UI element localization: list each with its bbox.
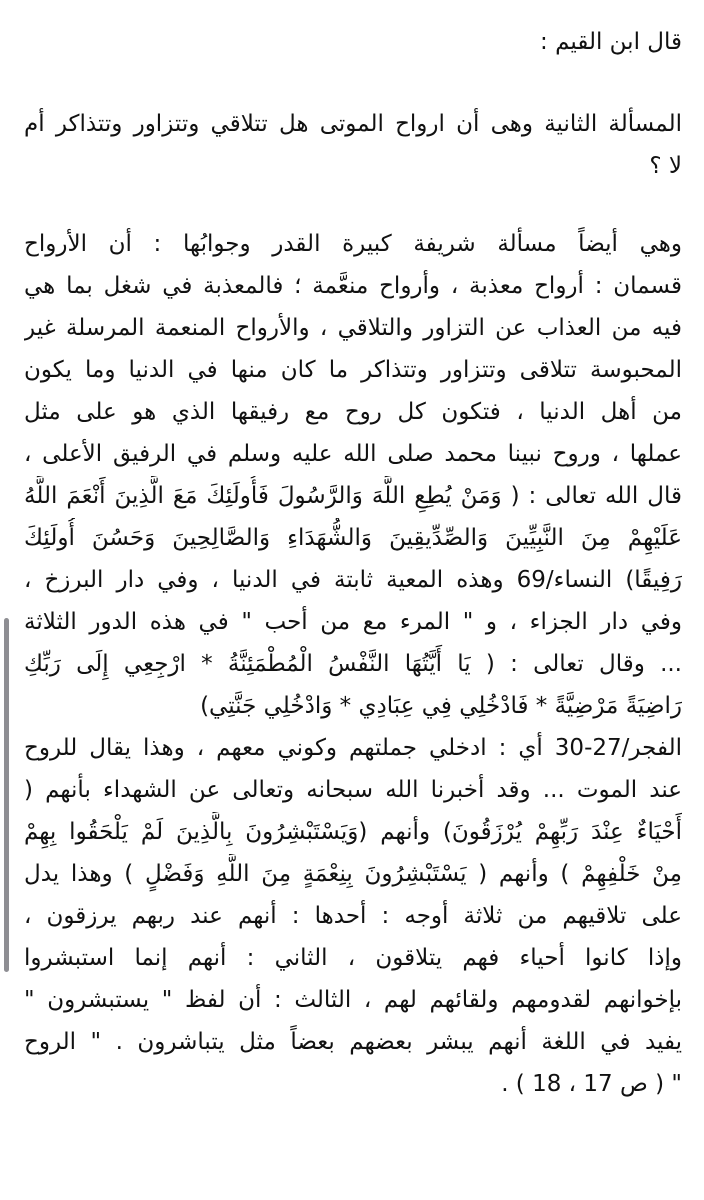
text-line: وإذا كانوا أحياء فهم يتلاقون ، الثاني : أنهم إنما استبشروا: [24, 945, 682, 971]
text-line: عملها ، وروح نبينا محمد صلى الله عليه وسلم في الرفيق الأعلى ،: [24, 441, 682, 467]
text-line: رَاضِيَةً مَرْضِيَّةً * فَادْخُلِي فِي عِبَادِي * وَادْخُلِي جَنَّتِي): [200, 693, 682, 719]
text-line: ... وقال تعالى : ( يَا أَيَّتُهَا النَّفْسُ الْمُطْمَئِنَّةُ * ارْجِعِي إِلَى رَبِّكِ: [24, 651, 682, 677]
scroll-indicator[interactable]: [4, 618, 9, 972]
text-line: المسألة الثانية وهى أن ارواح الموتى هل تتلاقي وتتزاور وتتذاكر أم: [24, 111, 682, 137]
text-line: رَفِيقًا) النساء/69 وهذه المعية ثابتة في الدنيا ، وفي دار البرزخ ،: [24, 567, 682, 593]
text-line-heading: قال ابن القيم :: [540, 29, 682, 55]
text-line: المحبوسة تتلاقى وتتزاور وتتذاكر ما كان منها في الدنيا وما يكون: [24, 357, 682, 383]
text-line: يفيد في اللغة أنهم يبشر بعضهم بعضاً مثل يتباشرون . " الروح: [24, 1029, 682, 1055]
text-line: أَحْيَاءٌ عِنْدَ رَبِّهِمْ يُرْزَقُونَ) وأنهم (وَيَسْتَبْشِرُونَ بِالَّذِينَ لَمْ يَلْحَقُوا بِهِمْ: [24, 819, 682, 845]
text-line: من أهل الدنيا ، فتكون كل روح مع رفيقها الذي هو على مثل: [24, 399, 682, 425]
text-line: عَلَيْهِمْ مِنَ النَّبِيِّينَ وَالصِّدِّيقِينَ وَالشُّهَدَاءِ وَالصَّالِحِينَ وَحَسُنَ أُولَئِكَ: [24, 525, 682, 551]
text-line: مِنْ خَلْفِهِمْ ) وأنهم ( يَسْتَبْشِرُونَ بِنِعْمَةٍ مِنَ اللَّهِ وَفَضْلٍ ) وهذا يدل: [24, 861, 682, 887]
text-line: وفي دار الجزاء ، و " المرء مع من أحب " في هذه الدور الثلاثة: [24, 609, 682, 635]
text-line: بإخوانهم لقدومهم ولقائهم لهم ، الثالث : أن لفظ " يستبشرون ": [24, 987, 682, 1013]
text-line: " ( ص 17 ، 18 ) .: [501, 1071, 682, 1097]
text-line: قال الله تعالى : ( وَمَنْ يُطِعِ اللَّهَ وَالرَّسُولَ فَأُولَئِكَ مَعَ الَّذِينَ أَنْعَمَ اللَّهُ: [24, 483, 682, 509]
text-line: وهي أيضاً مسألة شريفة كبيرة القدر وجوابُها : أن الأرواح: [24, 231, 682, 257]
text-line: قسمان : أرواح معذبة ، وأرواح منعَّمة ؛ فالمعذبة في شغل بما هي: [24, 273, 682, 299]
text-line: لا ؟: [649, 153, 682, 179]
text-line: فيه من العذاب عن التزاور والتلاقي ، والأرواح المنعمة المرسلة غير: [24, 315, 682, 341]
text-line: الفجر/27-30 أي : ادخلي جملتهم وكوني معهم ، وهذا يقال للروح: [24, 735, 682, 761]
text-line: عند الموت ... وقد أخبرنا الله سبحانه وتعالى عن الشهداء بأنهم (: [24, 777, 682, 803]
text-line: على تلاقيهم من ثلاثة أوجه : أحدها : أنهم عند ربهم يرزقون ،: [24, 903, 682, 929]
